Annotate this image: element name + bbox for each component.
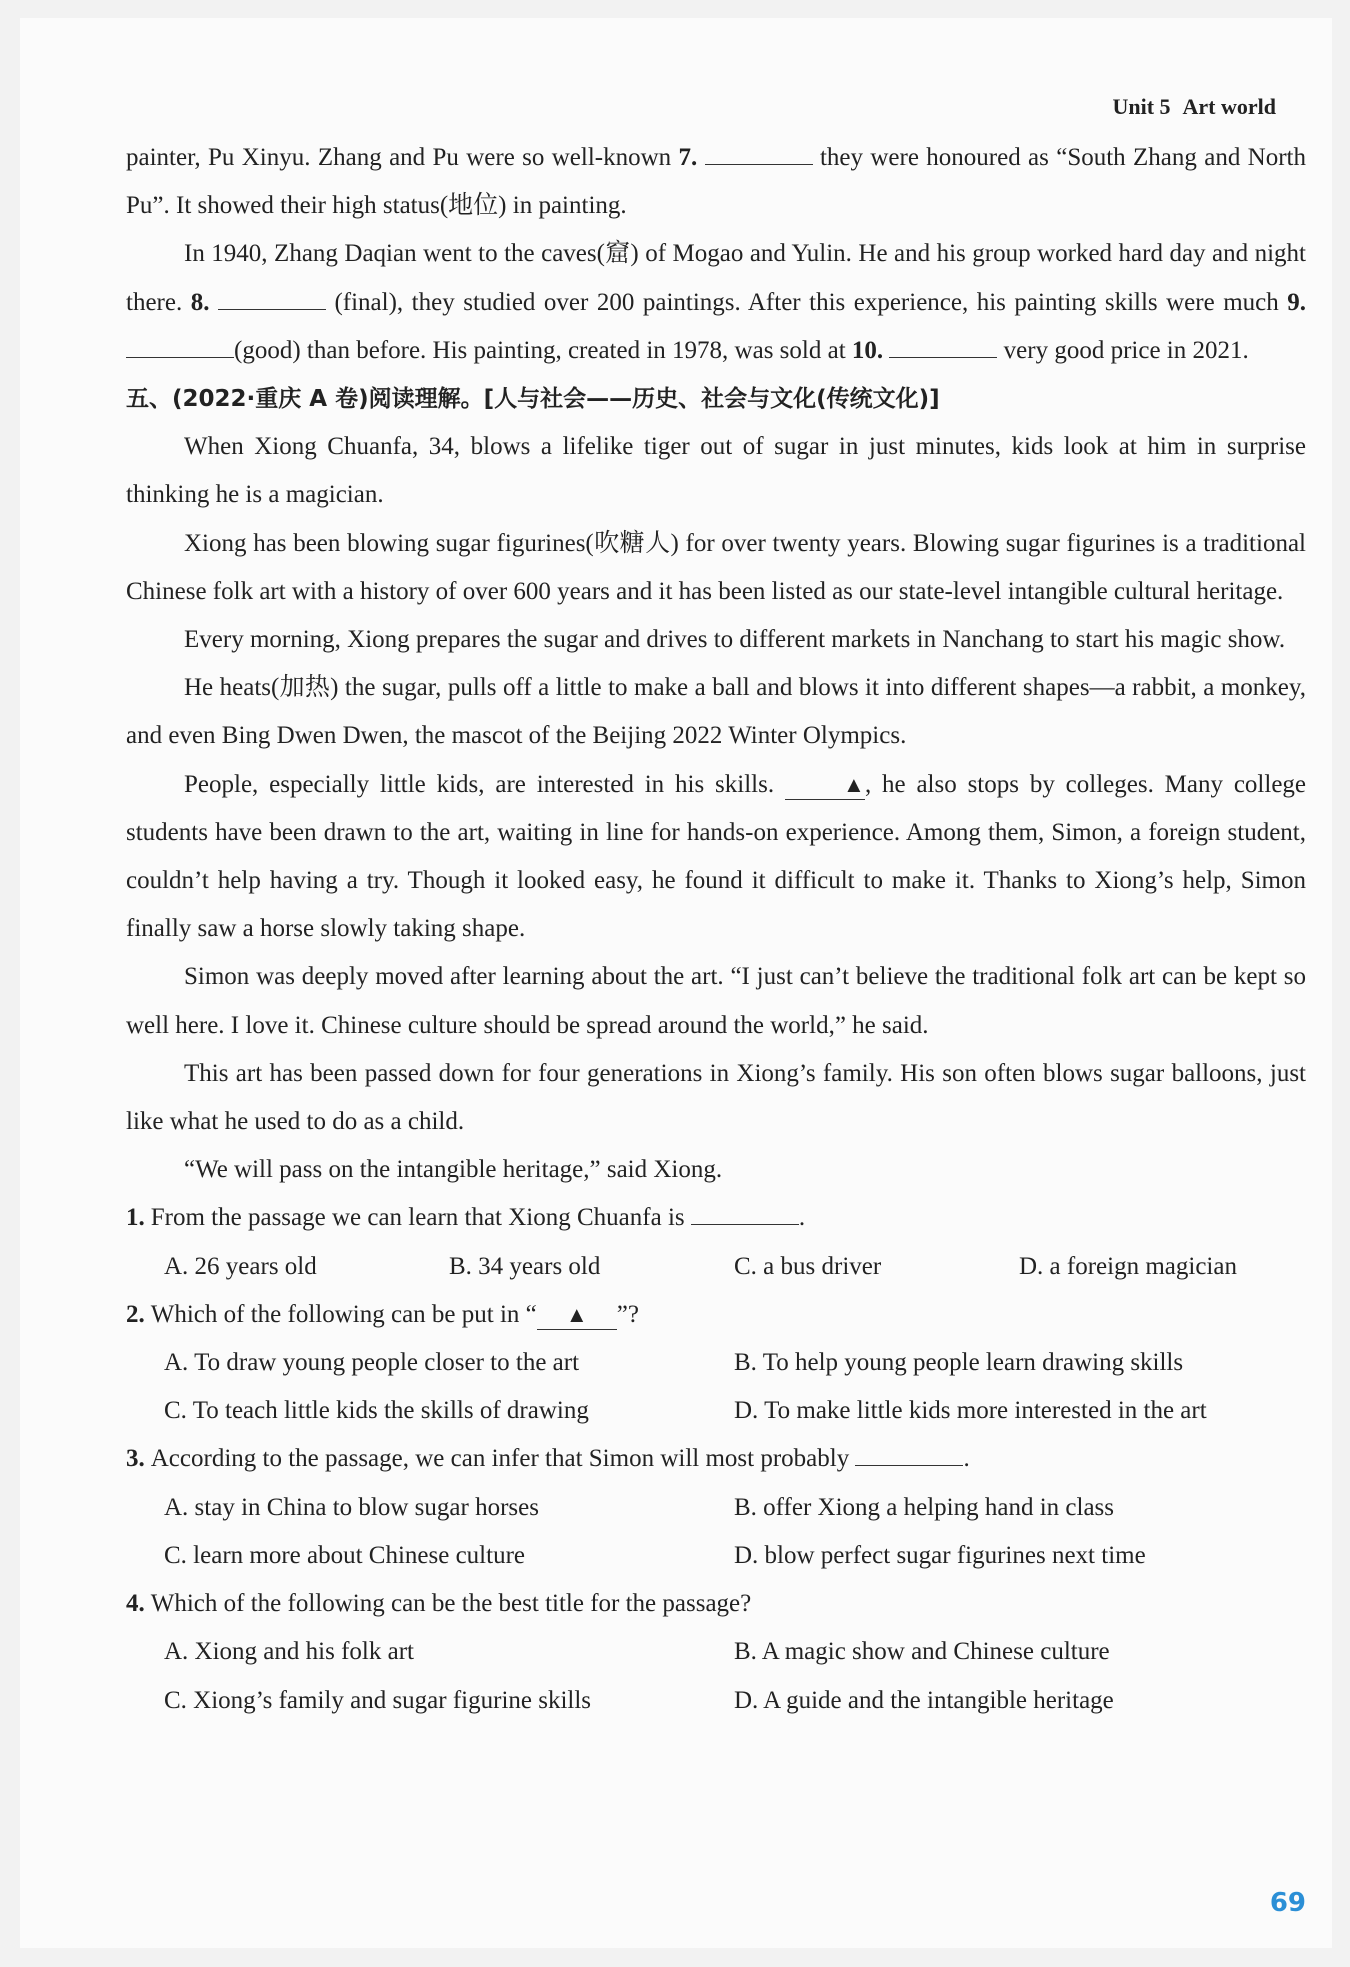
- text: .: [963, 1445, 970, 1473]
- paragraph: [126, 134, 1306, 230]
- option-c[interactable]: C. To teach little kids the skills of drawing: [164, 1397, 589, 1425]
- options: [164, 1628, 1306, 1676]
- question-number: 3.: [126, 1445, 145, 1473]
- options: [164, 1532, 1306, 1580]
- paragraph: Xiong has been blowing sugar figurines(吹糖人) for over twenty years. Blowing sugar figurines is a traditional Chinese folk art with a history of over 600 years and it has been listed as our state-level intangible cultural heritage.: [126, 529, 1306, 605]
- option-a[interactable]: A. stay in China to blow sugar horses: [164, 1493, 539, 1521]
- options: [164, 1677, 1306, 1725]
- options: [164, 1484, 1306, 1532]
- text: (final), they studied over 200 paintings. After this experience, his painting skills were much: [325, 288, 1288, 316]
- answer-blank[interactable]: [855, 1437, 963, 1466]
- text: very good price in 2021.: [997, 336, 1249, 364]
- triangle-blank: ▲: [537, 1301, 617, 1330]
- paragraph: “We will pass on the intangible heritage,” said Xiong.: [184, 1156, 723, 1184]
- paragraph: Simon was deeply moved after learning about the art. “I just can’t believe the traditional folk art can be kept so well here. I love it. Chinese culture should be spread around the world,” he said.: [126, 963, 1306, 1039]
- question-4: [126, 1580, 1306, 1628]
- question-stem: According to the passage, we can infer that Simon will most probably: [150, 1445, 856, 1473]
- answer-blank[interactable]: [889, 329, 997, 358]
- blank-number: 8.: [190, 288, 210, 316]
- option-a[interactable]: A. 26 years old: [164, 1252, 317, 1280]
- paragraph: [126, 761, 1306, 954]
- blank-number: 9.: [1287, 288, 1306, 316]
- text: In 1940, Zhang Daqian went to the caves(窟) of Mogao and Yulin. He and his group worked hard day and night there.: [126, 240, 1306, 316]
- text: ”?: [616, 1300, 639, 1328]
- text: People, especially little kids, are interested in his skills.: [184, 770, 785, 798]
- page: [20, 18, 1332, 1948]
- options: [164, 1339, 1306, 1387]
- question-stem: Which of the following can be the best title for the passage?: [150, 1590, 752, 1618]
- option-b[interactable]: B. To help young people learn drawing skills: [734, 1349, 1184, 1377]
- option-a[interactable]: A. Xiong and his folk art: [164, 1638, 414, 1666]
- question-2: [126, 1291, 1306, 1339]
- text: , he also stops by colleges. Many college students have been drawn to the art, waiting in line for hands-on experience. Among them, Simon, a foreign student, couldn’t help having a try. Though it looked easy, he found it difficult to make it. Thanks to Xiong’s help, Simon finally saw a horse slowly taking shape.: [126, 770, 1307, 943]
- question-stem: From the passage we can learn that Xiong Chuanfa is: [150, 1204, 691, 1232]
- question-number: 2.: [126, 1300, 145, 1328]
- text: (good) than before. His painting, created in 1978, was sold at: [234, 336, 852, 364]
- answer-blank[interactable]: [218, 281, 326, 310]
- paragraph: When Xiong Chuanfa, 34, blows a lifelike tiger out of sugar in just minutes, kids look at him in surprise thinking he is a magician.: [126, 433, 1306, 509]
- blank-number: 7.: [678, 144, 698, 171]
- page-number: 69: [1269, 1888, 1306, 1918]
- options: [164, 1243, 1306, 1291]
- paragraph: This art has been passed down for four generations in Xiong’s family. His son often blows sugar balloons, just like what he used to do as a child.: [126, 1059, 1306, 1136]
- text: .: [798, 1204, 806, 1232]
- text: they were honoured as “South Zhang and North Pu”. It showed their high status(地位) in painting.: [126, 144, 1307, 220]
- question-3: [126, 1435, 1306, 1483]
- unit-label: Unit 5: [1112, 94, 1171, 119]
- answer-blank[interactable]: [126, 329, 234, 358]
- option-d[interactable]: D. To make little kids more interested in the art: [734, 1397, 1207, 1425]
- option-b[interactable]: B. offer Xiong a helping hand in class: [734, 1493, 1115, 1521]
- question-number: 1.: [126, 1204, 145, 1232]
- triangle-blank[interactable]: ▲: [785, 771, 865, 800]
- answer-blank[interactable]: [691, 1196, 799, 1225]
- content: [126, 134, 1306, 1725]
- option-a[interactable]: A. To draw young people closer to the art: [164, 1349, 580, 1377]
- paragraph: [126, 230, 1306, 375]
- option-c[interactable]: C. learn more about Chinese culture: [164, 1541, 525, 1569]
- paragraph: Every morning, Xiong prepares the sugar and drives to different markets in Nanchang to start his magic show.: [184, 626, 1286, 654]
- option-b[interactable]: B. 34 years old: [449, 1252, 601, 1280]
- option-d[interactable]: D. A guide and the intangible heritage: [734, 1686, 1114, 1714]
- question-number: 4.: [126, 1590, 145, 1618]
- page-header: [1100, 94, 1276, 120]
- question-stem: Which of the following can be put in “: [150, 1300, 537, 1328]
- paragraph: He heats(加热) the sugar, pulls off a little to make a ball and blows it into different shapes—a rabbit, a monkey, and even Bing Dwen Dwen, the mascot of the Beijing 2022 Winter Olympics.: [126, 674, 1306, 750]
- option-c[interactable]: C. a bus driver: [734, 1252, 882, 1280]
- unit-title: Art world: [1182, 94, 1276, 119]
- option-d[interactable]: D. a foreign magician: [1019, 1252, 1237, 1280]
- option-c[interactable]: C. Xiong’s family and sugar figurine skills: [164, 1686, 592, 1714]
- option-d[interactable]: D. blow perfect sugar figurines next time: [734, 1541, 1146, 1569]
- option-b[interactable]: B. A magic show and Chinese culture: [734, 1638, 1110, 1666]
- question-1: [126, 1194, 1306, 1242]
- section-title: 五、(2022·重庆 A 卷)阅读理解。[人与社会——历史、社会与文化(传统文化)]: [126, 386, 940, 413]
- text: painter, Pu Xinyu. Zhang and Pu were so well-known: [126, 144, 679, 171]
- blank-number: 10.: [851, 336, 884, 364]
- answer-blank[interactable]: [705, 136, 813, 165]
- options: [164, 1387, 1306, 1435]
